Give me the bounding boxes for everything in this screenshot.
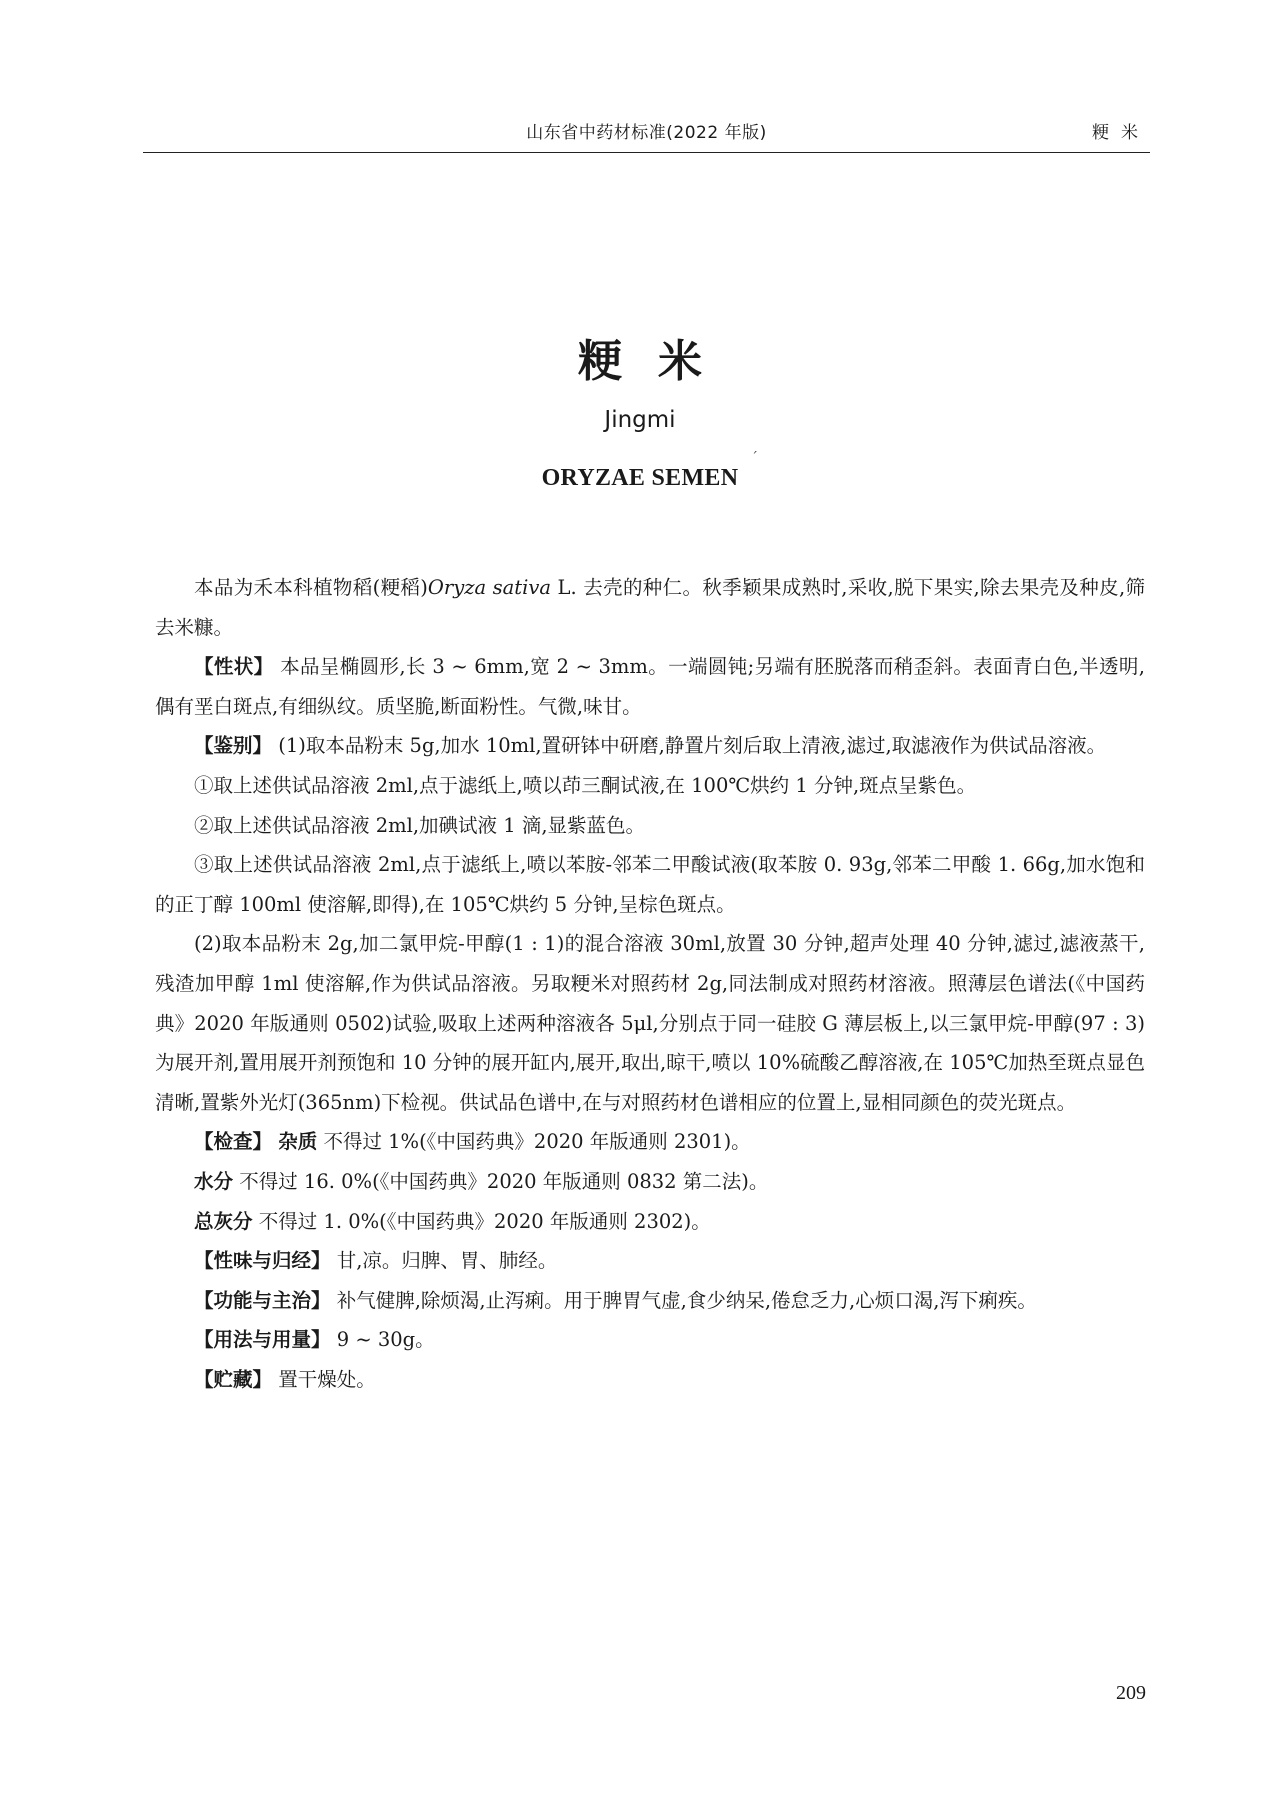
entry-name: 粳米 (1092, 123, 1150, 143)
identification-label: 【鉴别】 (194, 734, 273, 758)
intro-post: L. 去壳的种仁。秋季颖果成熟时,采收,脱下果实,除去果壳及种皮,筛去米糠。 (155, 576, 1145, 639)
storage-text: 置干燥处。 (278, 1367, 376, 1391)
ash-item (155, 1202, 1145, 1242)
nature-text: 甘,凉。归脾、胃、肺经。 (336, 1249, 558, 1273)
identification-test1b: ②取上述供试品溶液 2ml,加碘试液 1 滴,显紫蓝色。 (194, 813, 646, 837)
storage-label: 【贮藏】 (194, 1367, 273, 1391)
characteristics-label: 【性状】 (194, 655, 274, 679)
running-header (143, 112, 1150, 153)
book-title: 山东省中药材标准(2022 年版) (526, 123, 767, 143)
ash-label: 总灰分 (194, 1209, 253, 1233)
water-text: 不得过 16. 0%(《中国药典》2020 年版通则 0832 第二法)。 (239, 1169, 769, 1193)
inspection-label: 【检查】 (194, 1130, 273, 1154)
identification-test1a: ①取上述供试品溶液 2ml,点于滤纸上,喷以茚三酮试液,在 100℃烘约 1 分钟,斑点呈紫色。 (194, 773, 977, 797)
impurity-text: 不得过 1%(《中国药典》2020 年版通则 2301)。 (323, 1130, 751, 1154)
identification-test1c: ③取上述供试品溶液 2ml,点于滤纸上,喷以苯胺-邻苯二甲酸试液(取苯胺 0. 93g,邻苯二甲酸 1. 66g,加水饱和的正丁醇 100ml 使溶解,即得),在 105℃烘约 5 分钟,呈棕色斑点。 (155, 853, 1145, 916)
stray-mark: ˊ (751, 450, 758, 466)
dosage-section (155, 1320, 1145, 1360)
intro-paragraph (155, 568, 1145, 647)
water-label: 水分 (194, 1169, 234, 1193)
identification-section (155, 726, 1145, 766)
impurity-label: 杂质 (278, 1130, 318, 1154)
characteristics-text: 本品呈椭圆形,长 3 ~ 6mm,宽 2 ~ 3mm。一端圆钝;另端有胚脱落而稍歪斜。表面青白色,半透明,偶有垩白斑点,有细纵纹。质坚脆,断面粉性。气微,味甘。 (155, 655, 1145, 718)
function-text: 补气健脾,除烦渴,止泻痢。用于脾胃气虚,食少纳呆,倦怠乏力,心烦口渴,泻下痢疾。 (336, 1288, 1037, 1312)
latin-name: ORYZAE SEMEN (541, 465, 739, 491)
identification-test1: (1)取本品粉末 5g,加水 10ml,置研钵中研磨,静置片刻后取上清液,滤过,取滤液作为供试品溶液。 (278, 734, 1107, 758)
inspection-section (155, 1122, 1145, 1162)
nature-section (155, 1241, 1145, 1281)
ash-text: 不得过 1. 0%(《中国药典》2020 年版通则 2302)。 (258, 1209, 711, 1233)
monograph-title: 粳米 (578, 336, 738, 387)
dosage-label: 【用法与用量】 (194, 1328, 331, 1352)
nature-label: 【性味与归经】 (194, 1249, 331, 1273)
monograph-body (155, 568, 1145, 1399)
water-item (155, 1162, 1145, 1202)
identification-test2: (2)取本品粉末 2g,加二氯甲烷-甲醇(1 : 1)的混合溶液 30ml,放置 30 分钟,超声处理 40 分钟,滤过,滤液蒸干,残渣加甲醇 1ml 使溶解,作为供试品溶液。另取粳米对照药材 2g,同法制成对照药材溶液。照薄层色谱法(《中国药典》2020 年版通则 0502)试验,吸取上述两种溶液各 5μl,分别点于同一硅胶 G 薄层板上,以三氯甲烷-甲醇(97 : 3)为展开剂,置用展开剂预饱和 10 分钟的展开缸内,展开,取出,晾干,喷以 10%硫酸乙醇溶液,在 105℃加热至斑点显色清晰,置紫外光灯(365nm)下检视。供试品色谱中,在与对照药材色谱相应的位置上,显相同颜色的荧光斑点。 (155, 932, 1145, 1114)
species-name: Oryza sativa (427, 576, 552, 599)
storage-section (155, 1360, 1145, 1400)
intro-pre: 本品为禾本科植物稻(粳稻) (194, 576, 428, 599)
function-label: 【功能与主治】 (194, 1288, 331, 1312)
dosage-text: 9 ~ 30g。 (336, 1328, 435, 1352)
characteristics-section (155, 647, 1145, 726)
function-section (155, 1281, 1145, 1321)
page-number: 209 (1116, 1682, 1146, 1704)
pinyin-name: Jingmi (604, 407, 676, 433)
